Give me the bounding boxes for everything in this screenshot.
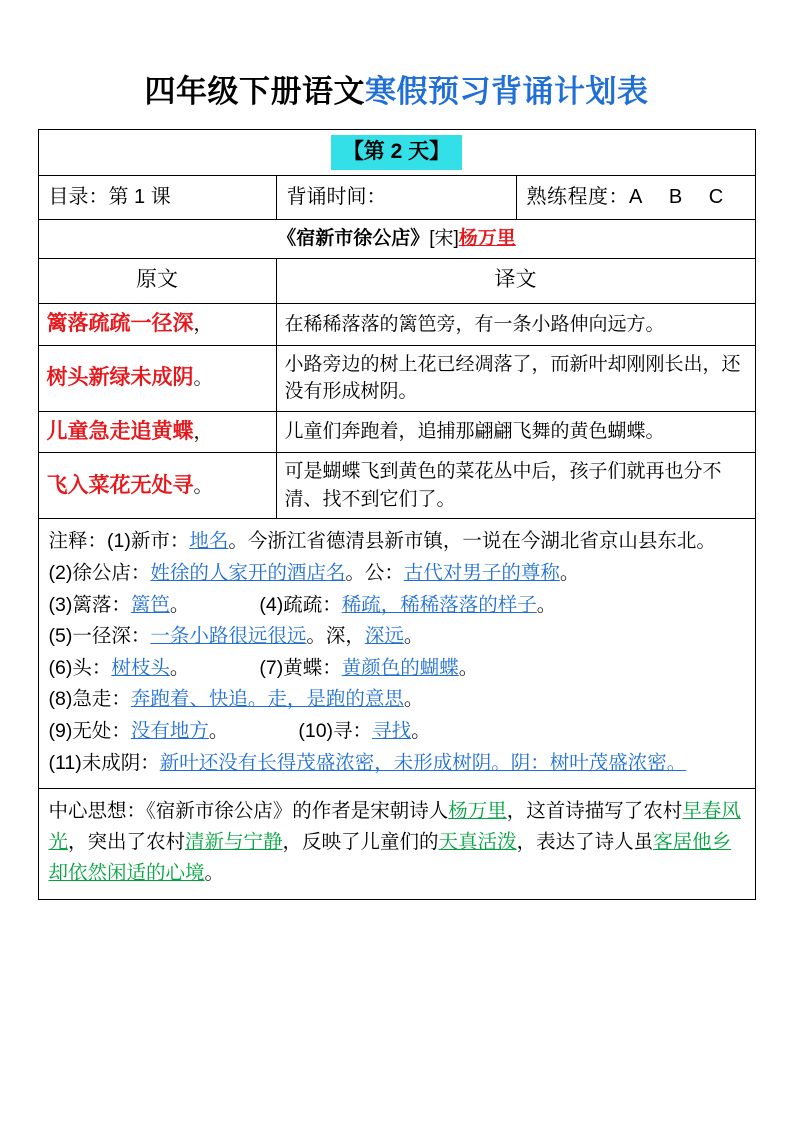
proficiency-label: 熟练程度： [526,186,629,209]
original-line-4 [38,453,276,519]
note-10-end: 。 [411,719,431,742]
note-1-rest: 。今浙江省德清县新市镇，一说在今湖北省京山县东北。 [228,530,716,553]
original-punct: 。 [193,368,213,390]
poem-author: 杨万里 [458,228,516,250]
note-4-end: 。 [536,593,557,616]
note-3-4 [49,590,745,622]
main-idea-key-4: 客居他乡却依然闲适的心境 [48,831,732,885]
note-1 [49,526,745,558]
poem-dynasty: [宋] [429,228,459,250]
main-idea-mid4: ，表达了诗人虽 [516,831,654,854]
note-10-key: 寻找 [372,719,412,742]
original-text: 儿童急走追黄蝶 [46,419,194,443]
note-5-key: 一条小路很远很远 [150,625,307,648]
poem-title-text: 《宿新市徐公店》 [277,228,430,250]
main-idea-author: 杨万里 [448,800,507,823]
note-5-key2: 深远 [364,625,404,648]
note-5 [49,621,745,653]
original-text: 篱落疏疏一径深 [46,312,194,336]
translation-line-1: 在稀稀落落的篱笆旁，有一条小路伸向远方。 [276,304,755,345]
main-idea-key-2: 清新与宁静 [185,831,283,854]
table-row [38,453,755,519]
note-2-end: 。 [559,562,580,585]
main-idea-key-1: 早春风光 [48,800,741,854]
original-punct: 。 [193,475,213,497]
note-9-10 [49,716,745,748]
main-idea-mid1: ，这首诗描写了农村 [506,800,683,823]
note-7-pre: (7)黄蝶： [259,656,342,679]
translation-line-3: 儿童们奔跑着，追捕那翩翩飞舞的黄色蝴蝶。 [276,411,755,452]
meta-row [38,176,755,220]
main-idea-end: 。 [204,862,225,885]
main-idea-row [38,789,755,900]
note-8 [49,684,745,716]
note-11 [49,748,745,780]
note-3-end: 。 [169,593,190,616]
original-line-1 [38,304,276,345]
page-title-accent: 寒假预习背诵计划表 [365,74,649,109]
original-punct: ， [193,421,213,443]
note-8-pre: (8)急走： [48,688,131,711]
note-3-pre: (3)篱落： [48,593,131,616]
note-5-mid: 。深， [306,625,365,648]
note-6-key: 树枝头 [111,656,170,679]
note-8-key: 奔跑着、快追。走，是跑的意思 [130,688,404,711]
original-line-3 [38,411,276,452]
note-10-pre: (10)寻： [298,719,373,742]
original-text: 飞入菜花无处寻 [46,473,194,497]
note-2 [49,558,745,590]
recite-time-cell[interactable]: 背诵时间： [276,176,516,220]
note-2-pre: (2)徐公店： [48,562,151,585]
note-7-key: 黄颜色的蝴蝶 [341,656,459,679]
main-idea-pre: 中心思想：《宿新市徐公店》的作者是宋朝诗人 [48,800,449,823]
notes-row [38,519,755,789]
note-2-key: 姓徐的人家开的酒店名 [150,562,346,585]
day-row [38,130,755,176]
note-8-end: 。 [403,688,424,711]
notes-cell [38,519,755,789]
note-5-pre: (5)一径深： [48,625,151,648]
note-6-7 [49,653,745,685]
catalog-cell: 目录：第 1 课 [38,176,276,220]
note-1-key: 地名 [189,530,229,553]
original-line-2 [38,345,276,411]
note-6-pre: (6)头： [48,656,112,679]
proficiency-cell[interactable] [516,176,755,220]
day-badge: 【第 2 天】 [331,135,462,170]
level-a[interactable]: A [629,186,643,209]
main-idea-cell [38,789,755,900]
page-title [36,66,757,111]
original-text: 树头新绿未成阴 [46,366,194,390]
translation-line-2: 小路旁边的树上花已经凋落了，而新叶却刚刚长出，还没有形成树阴。 [276,345,755,411]
note-11-key: 新叶还没有长得茂盛浓密，未形成树阴。阴：树叶茂盛浓密。 [159,751,687,774]
table-row [38,304,755,345]
column-header-row [38,258,755,303]
day-cell [38,130,755,176]
note-6-end: 。 [169,656,190,679]
note-2-key2: 古代对男子的尊称 [403,562,560,585]
level-c[interactable]: C [708,186,724,209]
note-9-pre: (9)无处： [48,719,131,742]
original-punct: ， [193,314,213,336]
poem-title-cell [38,220,755,259]
column-header-original: 原文 [38,258,276,303]
note-4-key: 稀疏，稀稀落落的样子 [341,593,537,616]
plan-table [38,129,756,900]
main-idea-key-3: 天真活泼 [438,831,517,854]
table-row [38,345,755,411]
note-11-pre: (11)未成阴： [48,751,160,774]
poem-title-row [38,220,755,259]
notes-lead: 注释：(1)新市： [48,530,190,553]
note-9-key: 没有地方 [130,719,209,742]
level-b[interactable]: B [668,186,683,209]
note-2-mid: 。公： [345,562,404,585]
column-header-translation: 译文 [276,258,755,303]
translation-line-4: 可是蝴蝶飞到黄色的菜花丛中后，孩子们就再也分不清、找不到它们了。 [276,453,755,519]
page-title-grade: 四年级下册语文 [144,74,365,109]
main-idea-mid3: ，反映了儿童们的 [282,831,439,854]
table-row [38,411,755,452]
note-3-key: 篱笆 [130,593,170,616]
note-5-end: 。 [403,625,424,648]
note-9-end: 。 [208,719,229,742]
main-idea-mid2: ，突出了农村 [68,831,186,854]
note-4-pre: (4)疏疏： [259,593,342,616]
note-7-end: 。 [458,656,479,679]
